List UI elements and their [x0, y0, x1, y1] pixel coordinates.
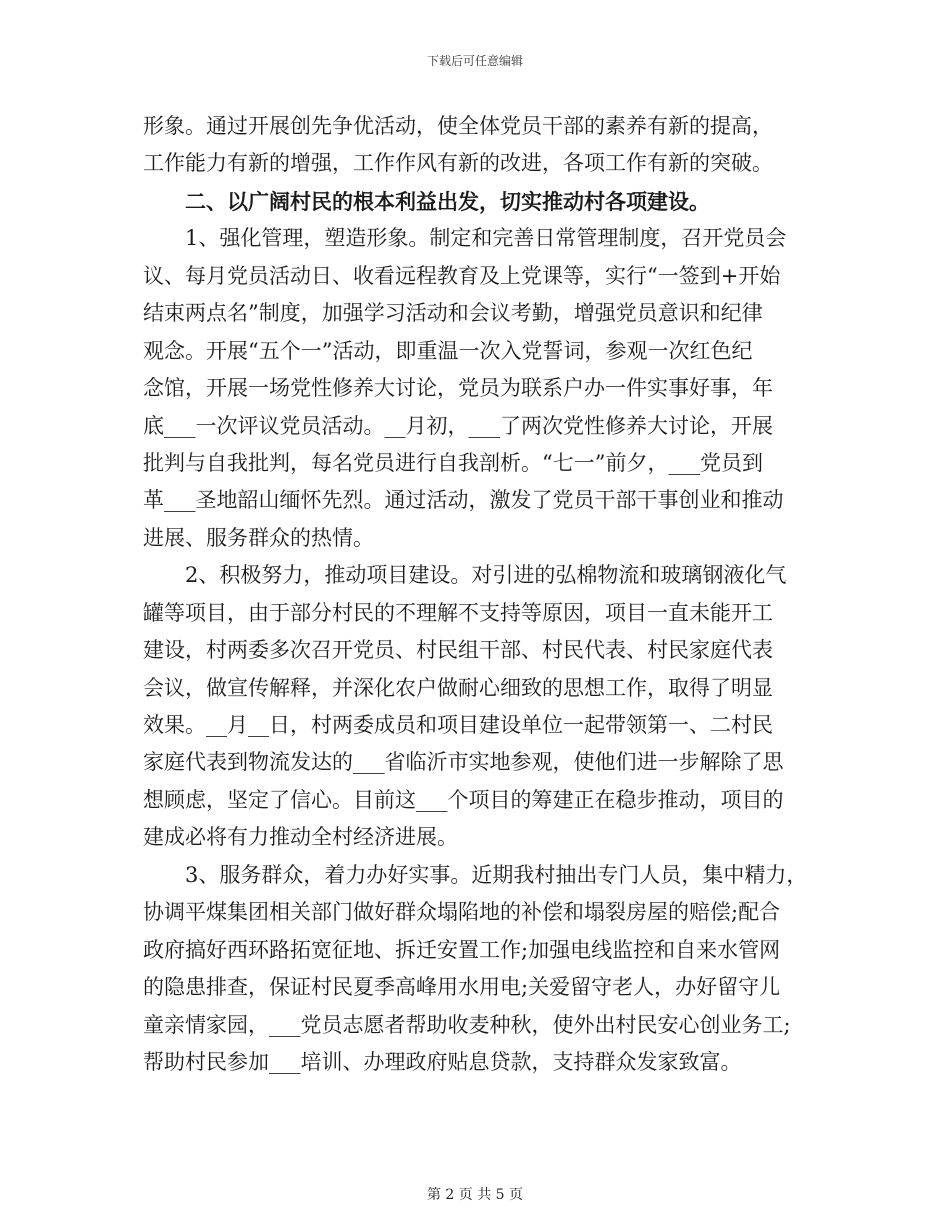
- text-line: 政府搞好西环路拓宽征地、拆迁安置工作;加强电线监控和自来水管网: [143, 937, 781, 962]
- text-line: 3、服务群众，着力办好实事。近期我村抽出专门人员，集中精力，: [185, 862, 807, 887]
- text-line: 家庭代表到物流发达的___省临沂市实地参观，使他们进一步解除了思: [143, 750, 784, 775]
- text-line: 效果。__月__日，村两委成员和项目建设单位一起带领第一、二村民: [143, 713, 773, 737]
- text-line: 童亲情家园，___党员志愿者帮助收麦种秋，使外出村民安心创业务工;: [143, 1012, 791, 1037]
- text-line: 念馆，开展一场党性修养大讨论，党员为联系户办一件实事好事，年: [143, 376, 773, 401]
- text-line: 想顾虑，坚定了信心。目前这___个项目的筹建正在稳步推动，项目的: [143, 787, 784, 812]
- text-line: 底___一次评议党员活动。__月初，___了两次党性修养大讨论，开展: [143, 413, 773, 438]
- text-line: 罐等项目，由于部分村民的不理解不支持等原因，项目一直未能开工: [143, 600, 773, 625]
- text-line: 革___圣地韶山缅怀先烈。通过活动，激发了党员干部干事创业和推动: [143, 488, 784, 513]
- section-heading: 二、以广阔村民的根本利益出发，切实推动村各项建设。: [185, 188, 710, 214]
- text-line: 形象。通过开展创先争优活动，使全体党员干部的素养有新的提高，: [143, 114, 773, 138]
- text-line: 2、积极努力，推动项目建设。对引进的弘棉物流和玻璃钢液化气: [185, 563, 787, 588]
- text-line: 建设，村两委多次召开党员、村民组干部、村民代表、村民家庭代表: [143, 638, 773, 663]
- text-line: 工作能力有新的增强，工作作风有新的改进，各项工作有新的突破。: [143, 151, 773, 176]
- text-line: 建成必将有力推动全村经济进展。: [143, 825, 458, 850]
- text-line: 批判与自我批判，每名党员进行自我剖析。“七一”前夕，___党员到: [143, 450, 763, 475]
- page-number: 第 2 页 共 5 页: [426, 1187, 524, 1203]
- text-line: 结束两点名”制度，加强学习活动和会议考勤，增强党员意识和纪律: [143, 301, 763, 326]
- text-line: 协调平煤集团相关部门做好群众塌陷地的补偿和塌裂房屋的赔偿;配合: [143, 900, 781, 925]
- text-line: 1、强化管理，塑造形象。制定和完善日常管理制度，召开党员会: [185, 226, 787, 251]
- text-line: 会议，做宣传解释，并深化农户做耐心细致的思想工作，取得了明显: [143, 675, 773, 700]
- text-line: 帮助村民参加___培训、办理政府贴息贷款，支持群众发家致富。: [143, 1049, 742, 1074]
- text-line: 的隐患排查，保证村民夏季高峰用水用电;关爱留守老人，办好留守儿: [143, 975, 781, 1000]
- text-line: 进展、服务群众的热情。: [143, 525, 374, 550]
- document-body: [143, 108, 807, 1081]
- text-line: 议、每月党员活动日、收看远程教育及上党课等，实行“一签到+开始: [143, 263, 781, 288]
- text-line: 观念。开展“五个一”活动，即重温一次入党誓词，参观一次红色纪: [143, 338, 753, 363]
- page-header: 下载后可任意编辑: [426, 54, 523, 68]
